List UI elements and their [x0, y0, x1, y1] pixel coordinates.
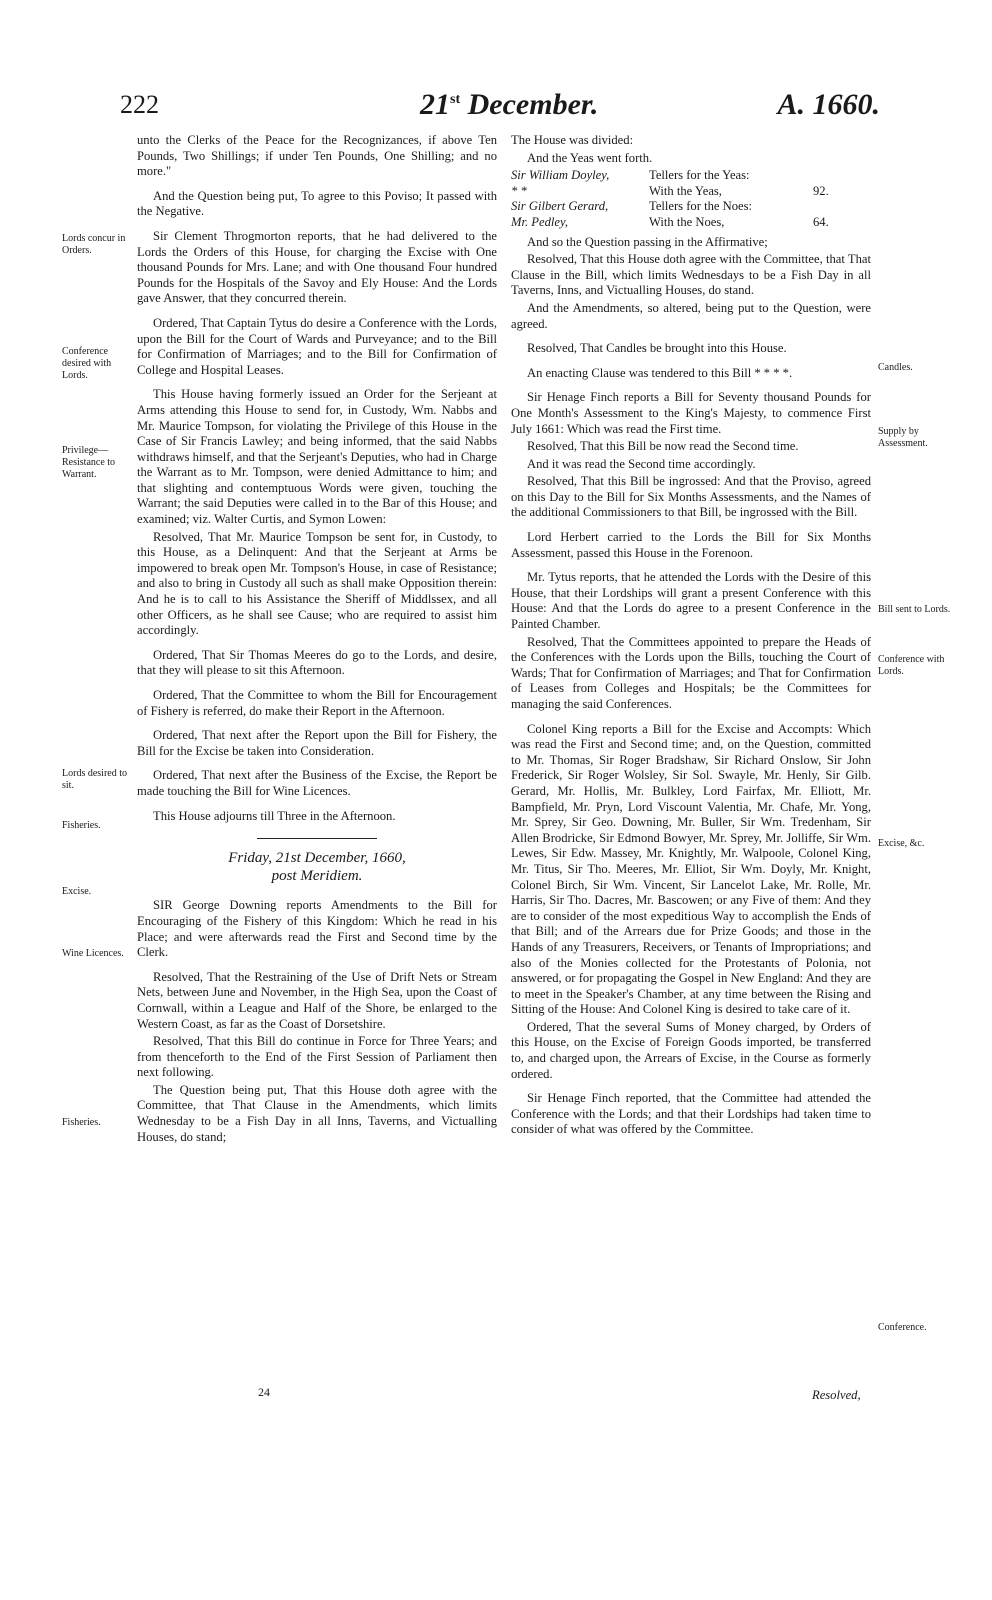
paragraph: Resolved, That Candles be brought into this House. [527, 341, 787, 356]
paragraph: This House having formerly issued an Order for the Serjeant at Arms attending this House to send for, in Custody, Wm. Nabbs and Mr. Maurice Tompson, for violating the Privilege of this House in the Case of Sir Francis Lawley; and being informed, that the said Nabbs withdraws himself, and that the Serjeant's Deputies, who had in Charge the Warrant as to Mr. Tompson, were denied Admittance to him; and that slighting and contemptuous Words were given, touching the Warrant; the said Deputies were called in to the Bar of this House; and examined; viz. Walter Curtis, and Symon Lowen: [137, 387, 497, 527]
paragraph: Mr. Tytus reports, that he attended the Lords with the Desire of this House, that their Lordships will grant a present Conference with this House: And that the Lords do agree to a present Conference in the Painted Chamber. [511, 570, 871, 632]
paragraph: Resolved, That this House doth agree with the Committee, that That Clause in the Bill, which limits Wednesdays to be a Fish Day in all Taverns, Inns, and Victualling Houses, do stand. [511, 252, 871, 298]
paragraph: Ordered, That next after the Report upon the Bill for Fishery, the Bill for the Excise be taken into Consideration. [137, 728, 497, 758]
paragraph: Sir Henage Finch reported, that the Committee had attended the Conference with the Lords; and that their Lordships had taken time to consider of what was offered by the Committee. [511, 1091, 871, 1137]
margin-note: Conference desired with Lords. [62, 346, 112, 381]
paragraph: Ordered, That Captain Tytus do desire a Conference with the Lords, upon the Bill for the Court of Wards and Purveyance; and to the Bill for Confirmation of Marriages; and to the Bill for Confirmation of College and Hospital Leases. [137, 315, 497, 377]
paragraph: And it was read the Second time accordingly. [527, 456, 756, 471]
paragraph: Sir Clement Throgmorton reports, that he had delivered to the Lords the Orders of this House, for charging the Excise with One thousand Pounds for Mrs. Lane; and with One thousand Four hundred Pounds for the Hospitals of the Savoy and Ely House: And the Lords gave Answer, that they concurred therein. [137, 228, 497, 306]
paragraph: And the Yeas went forth. [527, 150, 653, 165]
margin-note: Supply by Assessment. [878, 426, 928, 449]
teller-row: Sir William Doyley, Tellers for the Yeas: [511, 168, 750, 183]
paragraph: And the Question being put, To agree to this Poviso; It passed with the Negative. [137, 188, 497, 219]
margin-note: Fisheries. [62, 1117, 101, 1128]
page-number: 222 [120, 90, 159, 119]
margin-note: Lords concur in Orders. [62, 233, 126, 256]
margin-note: Candles. [878, 362, 913, 373]
tellers-table [511, 168, 871, 230]
paragraph: Resolved, That this Bill do continue in Force for Three Years; and from thenceforth to the End of the First Session of Parliament then next following. [137, 1034, 497, 1080]
yea-count: 92. [813, 183, 829, 198]
left-column [137, 133, 497, 1154]
paragraph: Resolved, That the Committees appointed to prepare the Heads of the Conferences with the Lords upon the Bills, touching the Court of Wards; That for Confirmation of Marriages; and That for Confirmation of Leases from Colleges and Hospitals; be the Committees for managing the said Conferences. [511, 634, 871, 711]
margin-note: Bill sent to Lords. [878, 604, 951, 615]
paragraph: Resolved, That the Restraining of the Use of Drift Nets or Stream Nets, between June and November, in the High Sea, upon the Coast of Cornwall, within a League and Half of the Shore, be enlarged to the Western Coast, as far as the Coast of Dorsetshire. [137, 969, 497, 1031]
right-column [511, 133, 871, 1147]
margin-note: Fisheries. [62, 820, 101, 831]
paragraph: Ordered, That Sir Thomas Meeres do go to the Lords, and desire, that they will please to sit this Afternoon. [137, 647, 497, 678]
paragraph: Resolved, That this Bill be ingrossed: And that the Proviso, agreed on this Day to the Bill for Six Months Assessments, and the Names of the additional Commissioners to that Bill, be ingrossed with the Bill. [511, 474, 871, 520]
noe-count: 64. [813, 214, 829, 229]
margin-note: Conference with Lords. [878, 654, 945, 677]
page-header [110, 88, 890, 128]
catchword: Resolved, [812, 1388, 861, 1402]
signature-mark: 24 [258, 1385, 270, 1399]
margin-note: Lords desired to sit. [62, 768, 127, 791]
margin-note: Conference. [878, 1322, 927, 1333]
teller-row: Mr. Pedley, With the Noes, 64. [511, 215, 871, 231]
paragraph: The House was divided: [511, 133, 634, 147]
paragraph: unto the Clerks of the Peace for the Recognizances, if above Ten Pounds, Two Shillings; if under Ten Pounds, One Shilling; and no more." [137, 133, 497, 179]
paragraph: And the Amendments, so altered, being put to the Question, were agreed. [511, 300, 871, 331]
page-date: 21st December. [420, 88, 599, 121]
section-subheading: post Meridiem. [271, 867, 363, 884]
section-heading: Friday, 21st December, 1660, [228, 850, 406, 867]
teller-row: * * With the Yeas, 92. [511, 184, 871, 200]
paragraph: And so the Question passing in the Affirmative; [527, 234, 768, 249]
teller-row: Sir Gilbert Gerard, Tellers for the Noes: [511, 199, 752, 214]
margin-note: Wine Licences. [62, 948, 124, 959]
paragraph: An enacting Clause was tendered to this Bill * * * *. [527, 365, 793, 380]
paragraph: This House adjourns till Three in the Afternoon. [153, 808, 396, 823]
paragraph: Ordered, That the several Sums of Money charged, by Orders of this House, on the Excise of Foreign Goods imported, be transferred to, and charged upon, the Arrears of Excise, in the Course as formerly ordered. [511, 1019, 871, 1081]
paragraph: Ordered, That next after the Business of the Excise, the Report be made touching the Bill for Wine Licences. [137, 768, 497, 798]
paragraph: Ordered, That the Committee to whom the Bill for Encouragement of Fishery is referred, do make their Report in the Afternoon. [137, 688, 497, 718]
paragraph: Resolved, That Mr. Maurice Tompson be sent for, in Custody, to this House, as a Delinquent: And that the Serjeant at Arms be impowered to break open Mr. Tompson's House, in case of Resistance; and also to bring in Custody all such as shall make Opposition therein: And he is to call to his Assistance the Sheriff of Middlssex, and all other Officers, as he shall see Cause; who are required to assist him accordingly. [137, 529, 497, 638]
paragraph: Resolved, That this Bill be now read the Second time. [527, 439, 799, 454]
paragraph: SIR George Downing reports Amendments to the Bill for Encouraging of the Fishery of this Kingdom: Which he read in his Place; and were afterwards read the First and Second time by the Clerk. [137, 898, 497, 960]
margin-note: Excise, &c. [878, 838, 925, 849]
page-year: A. 1660. [777, 88, 880, 121]
paragraph: The Question being put, That this House doth agree with the Committee, that That Clause in the Amendments, which limits Wednesday to be a Fish Day in all Inns, Taverns, and Victualling Houses, do stand; [137, 1082, 497, 1144]
margin-note: Privilege—Resistance to Warrant. [62, 445, 116, 480]
margin-note: Excise. [62, 886, 92, 897]
paragraph: Lord Herbert carried to the Lords the Bill for Six Months Assessment, passed this House in the Forenoon. [511, 530, 871, 560]
paragraph: Sir Henage Finch reports a Bill for Seventy thousand Pounds for One Month's Assessment to the King's Majesty, to commence First July 1661: Which was read the First time. [511, 390, 871, 436]
section-divider [257, 838, 377, 839]
paragraph: Colonel King reports a Bill for the Excise and Accompts: Which was read the First and Second time; and, on the Question, committed to Mr. Thomas, Sir Roger Bradshaw, Sir Richard Onslow, Sir John Frederick, Sir Roger Wolsley, Sir Sol. Swayle, Mr. Henly, Sir Gilb. Gerard, Mr. Hollis, Mr. Bulkley, Lord Fairfax, Mr. Elliott, Mr. Bampfield, Mr. Pryn, Lord Viscount Valentia, Mr. Chafe, Mr. Yong, Mr. Sprey, Sir Geo. Downing, Mr. Buller, Sir Wm. Tredenham, Sir Allen Brodricke, Sir Edmond Bowyer, Mr. Sprey, Mr. Jolliffe, Sir Wm. Lewes, Sir Edw. Massey, Mr. Knightly, Mr. Walpoole, Colonel King, Mr. Titus, Sir Tho. Meeres, Mr. Elliot, Sir Wm. Doyly, Mr. Knight, Colonel Birch, Sir Wm. Vincent, Sir Lancelot Lake, Mr. Rolle, Mr. Harris, Sir Tho. Dacres, Mr. Bascowen; or any Five of them: And they are to consider of the most expeditious Way to accomplish the Ends of that Bill; and of the Arrears due for Prize Goods; and those in the Hands of any Treasurers, Receivers, or Tenants of Impropriations; and also of the Monies collected for the Protestants of Polonia, not answered, or for propagating the Gospel in New England: And they are to meet in the Speaker's Chamber, at any time between the Rising and Sitting of the House: And Colonel King is desired to take care of it. [511, 721, 871, 1017]
